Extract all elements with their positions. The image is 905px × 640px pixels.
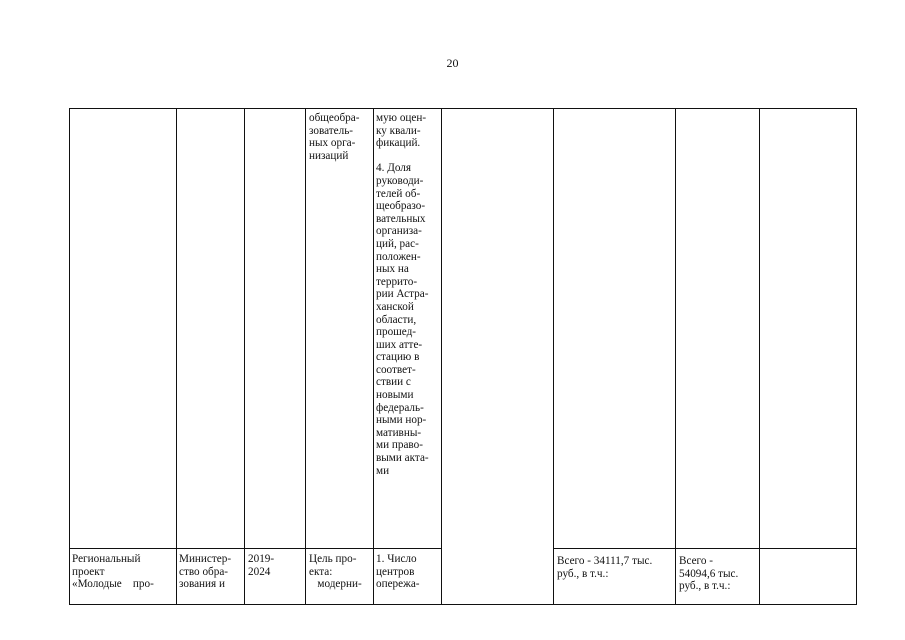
text-line: низаций: [309, 149, 349, 162]
text-line: выми акта-: [376, 452, 429, 465]
text-line: опережа-: [376, 578, 420, 591]
text-line: Всего - 34111,7 тыс.: [557, 555, 653, 567]
text-line: Цель про-: [309, 553, 357, 565]
table-bottom-border: [69, 604, 856, 605]
text-line: модерни-: [309, 578, 362, 591]
text-line: 1. Число: [376, 553, 417, 565]
text-line: ство обра-: [179, 565, 229, 578]
text-line: ханской: [376, 300, 414, 313]
text-line: новыми: [376, 389, 414, 402]
text-line: ных на: [376, 263, 409, 276]
text-line: общеобра-: [309, 112, 360, 124]
column-border: [553, 108, 554, 605]
text-line: прошед-: [376, 326, 417, 339]
text-line: области,: [376, 313, 417, 326]
text-line: ными нор-: [376, 414, 427, 427]
cell-project-name: [72, 553, 154, 591]
text-line: телей об-: [376, 187, 421, 200]
column-border: [759, 108, 760, 605]
text-line: организа-: [376, 225, 422, 238]
text-line: «Молодые про-: [72, 578, 154, 591]
text-line: ми: [376, 464, 390, 477]
text-line: ных орга-: [309, 137, 356, 150]
text-line: федераль-: [376, 401, 424, 414]
cell-indicators: [376, 553, 420, 591]
column-border: [244, 108, 245, 605]
column-border: [856, 108, 857, 605]
text-line: 4. Доля: [376, 162, 411, 175]
text-line: проект: [72, 565, 105, 578]
row-divider: [69, 548, 441, 549]
text-line: фикаций.: [376, 137, 421, 150]
text-line: стацию в: [376, 351, 420, 364]
column-border: [305, 108, 306, 605]
text-line: центров: [376, 565, 415, 578]
cell-funding-2: [679, 555, 738, 593]
text-line: ми право-: [376, 439, 423, 452]
text-line: мативны-: [376, 426, 422, 439]
cell-funding-1: [557, 555, 652, 580]
table-top-border: [69, 108, 856, 109]
column-border: [69, 108, 70, 605]
text-line: ку квали-: [376, 124, 421, 137]
text-line: Министер-: [179, 553, 232, 565]
text-line: соответ-: [376, 363, 416, 376]
text-line: зователь-: [309, 124, 354, 137]
text-line: террито-: [376, 275, 418, 288]
text-line: щеобразо-: [376, 200, 426, 213]
text-line: положен-: [376, 250, 421, 263]
text-line: ствии с: [376, 376, 411, 389]
text-line: 2019-: [248, 553, 275, 565]
row-divider: [553, 548, 856, 549]
text-line: руб., в т.ч.:: [557, 567, 609, 580]
text-line: зования и: [179, 578, 225, 591]
text-line: руководи-: [376, 174, 424, 187]
cell-responsible: [179, 553, 231, 591]
text-line: Всего -: [679, 555, 713, 567]
column-border: [176, 108, 177, 605]
text-line: ших атте-: [376, 338, 423, 351]
column-border: [373, 108, 374, 605]
text-line: [376, 150, 429, 163]
text-line: Региональный: [72, 553, 141, 565]
text-line: рии Астра-: [376, 288, 429, 301]
cell-goal: [309, 553, 362, 591]
cell-period: [248, 553, 274, 578]
text-line: мую оцен-: [376, 112, 427, 124]
text-line: ций, рас-: [376, 237, 419, 250]
cell-upper-col4: [309, 112, 359, 162]
text-line: 2024: [248, 565, 271, 578]
page-number: 20: [446, 56, 459, 70]
text-line: руб., в т.ч.:: [679, 580, 731, 593]
cell-upper-col5: [376, 112, 429, 477]
column-border: [675, 108, 676, 605]
text-line: 54094,6 тыс.: [679, 567, 739, 580]
column-border: [441, 108, 442, 605]
text-line: екта:: [309, 565, 333, 578]
text-line: вательных: [376, 212, 426, 225]
